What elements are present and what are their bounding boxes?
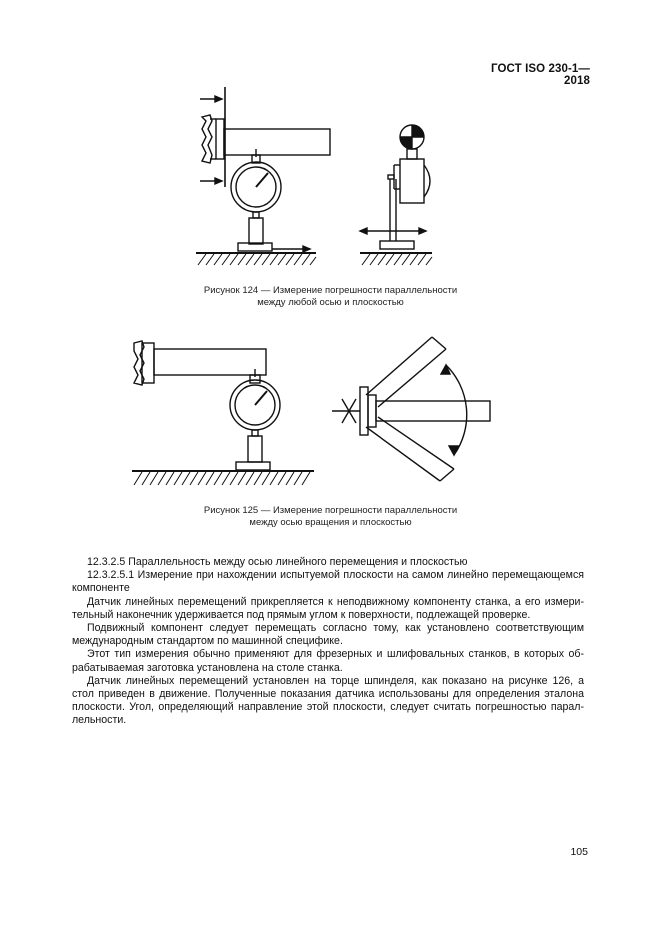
page-number: 105	[570, 846, 588, 858]
figure-125-caption-line2: между осью вращения и плоскостью	[249, 517, 412, 528]
section-heading: 12.3.2.5 Параллельность между осью линейного перемещения и плоскостью	[87, 556, 468, 568]
paragraph: Датчик линейных перемещений установлен на торце шпинделя, как показано на рисунке 126, а стол приведен в движение. Полученные показания датчика использованы для определения эталона плоскости. Угол, определяющий направление этой плоскости, следует считать погрешностью параллельности.	[72, 674, 584, 727]
document-header: ГОСТ ISO 230-1—2018	[491, 63, 590, 87]
paragraph: Датчик линейных перемещений прикрепляется к неподвижному компоненту станка, а его измерительный наконечник удерживается под прямым углом к поверхности, подлежащей проверке.	[72, 595, 584, 621]
body-text	[72, 556, 584, 728]
figure-124-drawing	[180, 85, 480, 275]
figure-124-caption-line1: Рисунок 124 — Измерение погрешности параллельности	[203, 285, 458, 296]
figure-125-drawing	[120, 325, 500, 495]
figure-125-caption-line1: Рисунок 125 — Измерение погрешности параллельности	[203, 505, 458, 516]
paragraph: Этот тип измерения обычно применяют для фрезерных и шлифовальных станков, в которых обрабатываемая заготовка установлена на столе станка.	[72, 648, 584, 674]
paragraph: Подвижный компонент следует перемещать согласно тому, как установлено соответствующим международным стандартом по машинной специфике.	[72, 622, 584, 648]
figure-124-caption	[0, 285, 661, 309]
figure-124-caption-line2: между любой осью и плоскостью	[257, 297, 404, 308]
figure-125-caption	[0, 505, 661, 529]
subsection-heading: 12.3.2.5.1 Измерение при нахождении испытуемой плоскости на самом линейно перемещающемся компоненте	[72, 569, 584, 595]
